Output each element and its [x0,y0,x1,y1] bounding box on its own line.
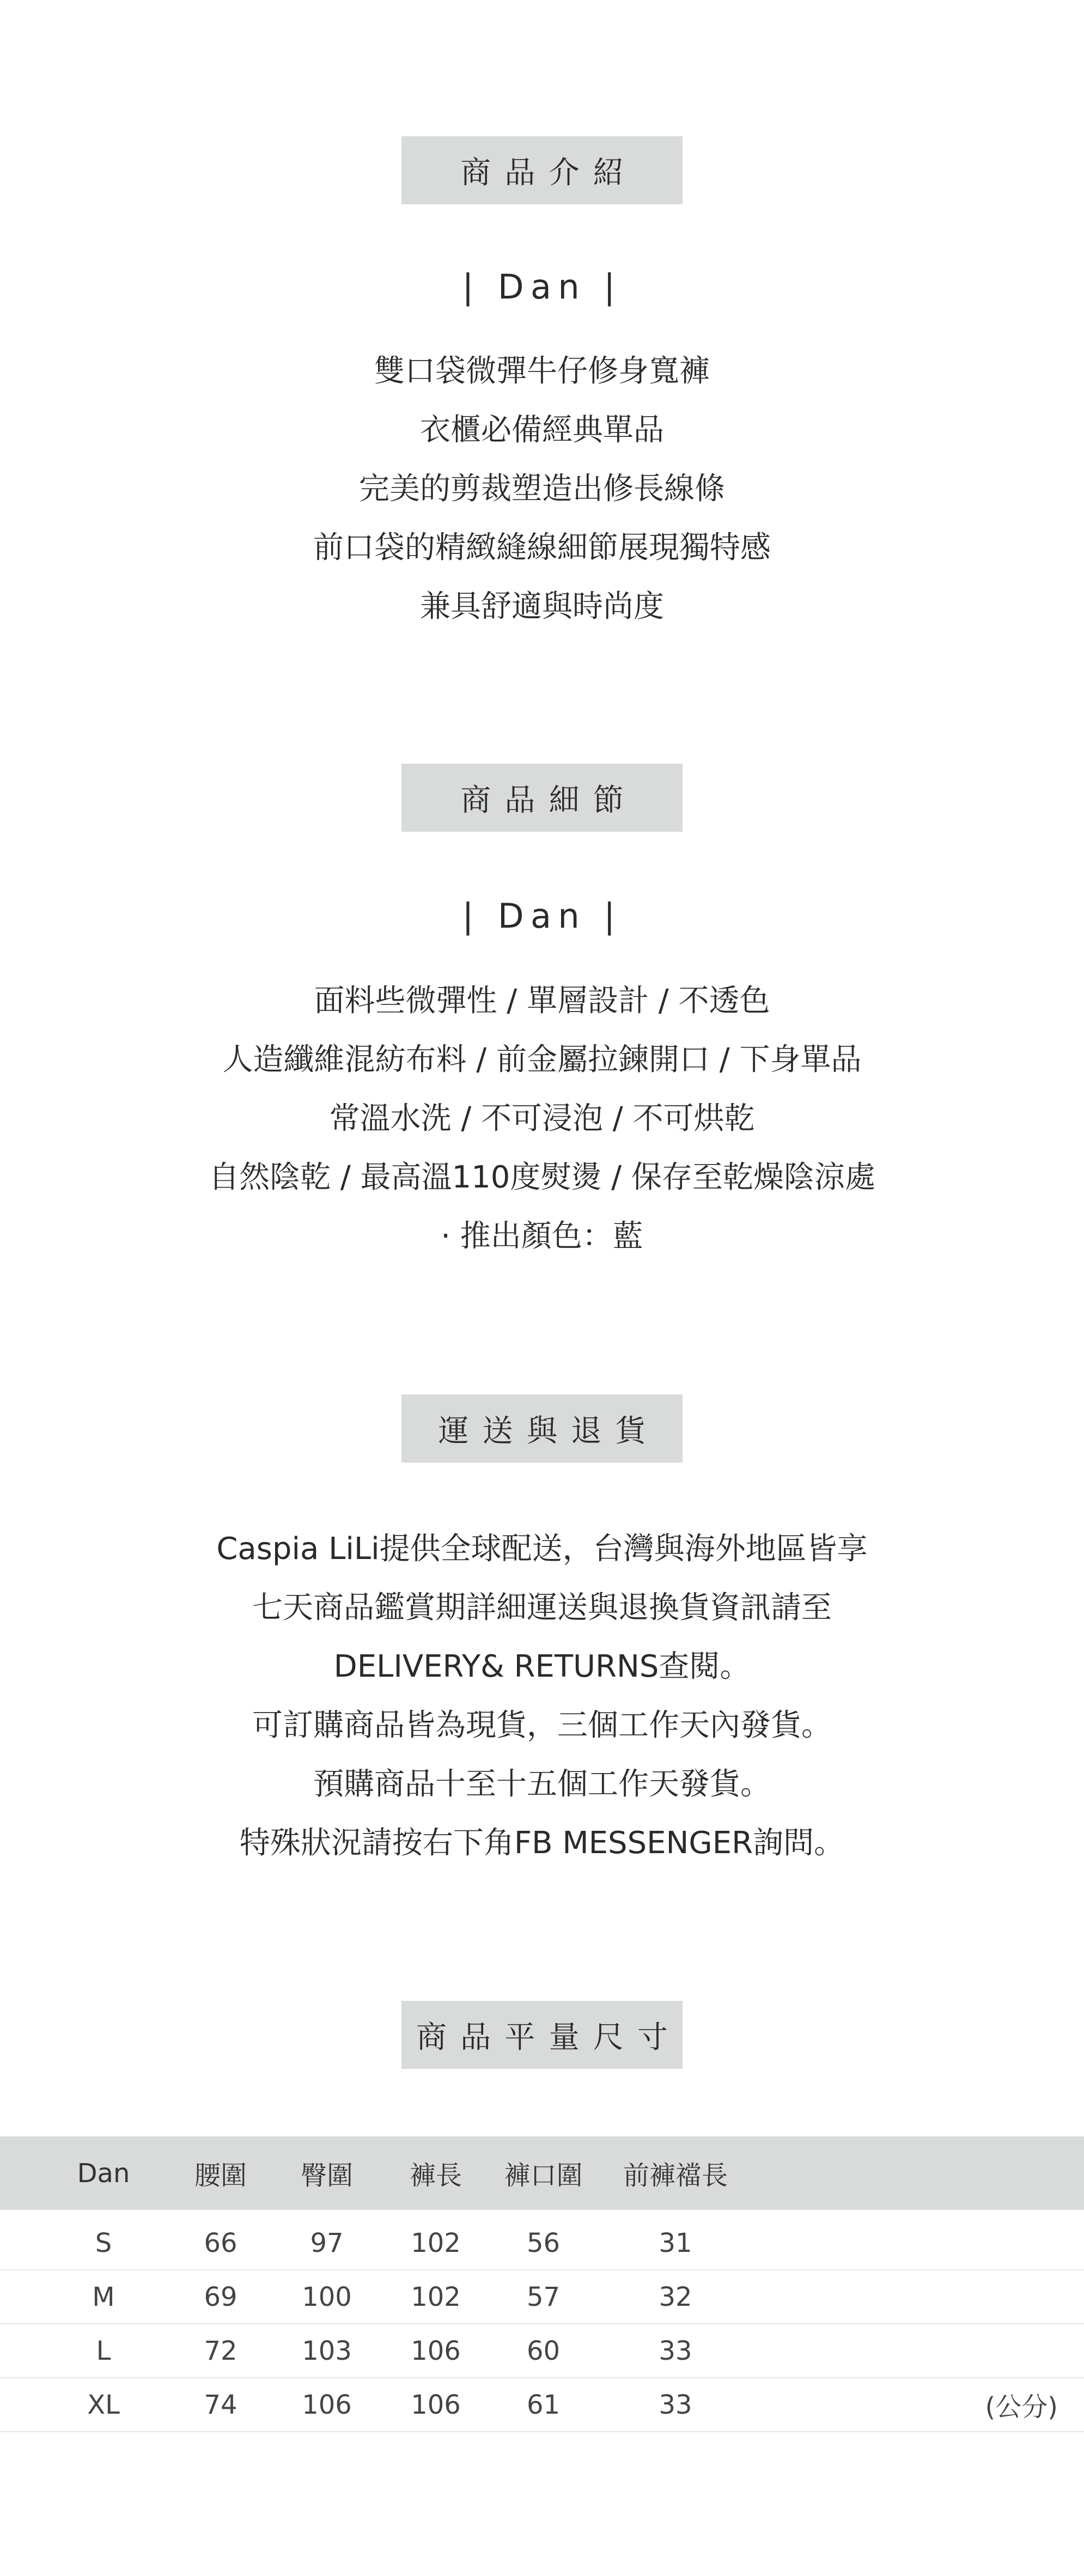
column-header-size: Dan [77,2158,130,2189]
table-cell: 56 [526,2227,561,2258]
shipping-line: 特殊狀況請按右下角FB MESSENGER詢問。 [239,1825,845,1861]
table-cell: 102 [411,2281,461,2312]
column-header-length: 褲長 [409,2160,462,2191]
size-table-header [0,2136,1084,2210]
details-brand-line: | Dan | [462,896,622,936]
shipping-line: 預購商品十至十五個工作天發貨。 [313,1767,771,1802]
table-cell: 102 [411,2227,461,2258]
table-cell: 60 [526,2335,561,2366]
table-cell: S [95,2227,112,2258]
table-cell: 32 [659,2281,692,2312]
table-cell: 106 [411,2389,461,2420]
details-section-header: 商品細節 [401,764,683,832]
column-header-front-rise: 前褲襠長 [623,2160,728,2191]
table-cell: 33 [659,2389,692,2420]
table-cell: M [92,2281,115,2312]
table-cell: 66 [204,2227,237,2258]
shipping-section-header: 運送與退貨 [401,1394,683,1463]
details-line: 常溫水洗 / 不可浸泡 / 不可烘乾 [329,1101,755,1136]
column-header-hem: 褲口圍 [504,2160,583,2191]
details-description [0,972,1084,1266]
table-cell: 61 [526,2389,561,2420]
shipping-description [0,1520,1084,1873]
table-cell: 74 [204,2389,237,2420]
table-cell: 106 [411,2335,461,2366]
table-cell: 57 [526,2281,561,2312]
shipping-line: Caspia LiLi提供全球配送，台灣與海外地區皆享 [216,1531,868,1567]
details-line: 面料些微彈性 / 單層設計 / 不透色 [314,983,770,1019]
intro-line: 雙口袋微彈牛仔修身寬褲 [374,354,710,389]
details-line: 自然陰乾 / 最高溫110度熨燙 / 保存至乾燥陰涼處 [209,1160,875,1195]
column-header-waist: 腰圍 [194,2160,247,2191]
table-row [0,2324,1084,2378]
details-line: 人造纖維混紡布料 / 前金屬拉鍊開口 / 下身單品 [222,1042,862,1077]
table-cell: 106 [302,2389,352,2420]
table-cell: 103 [302,2335,352,2366]
size-table [0,2136,1084,2432]
table-cell: 72 [204,2335,237,2366]
intro-line: 完美的剪裁塑造出修長線條 [359,471,725,507]
table-row [0,2216,1084,2270]
table-cell: 97 [310,2227,344,2258]
table-row [0,2378,1084,2432]
sizes-section-header: 商品平量尺寸 [401,2001,683,2069]
table-row [0,2270,1084,2324]
intro-line: 兼具舒適與時尚度 [420,589,664,624]
shipping-line: 七天商品鑑賞期詳細運送與退換貨資訊請至 [252,1590,832,1625]
table-cell: XL [87,2389,120,2420]
intro-line: 衣櫃必備經典單品 [420,412,664,448]
intro-brand-line: | Dan | [462,267,622,307]
intro-section-header: 商品介紹 [401,136,683,204]
table-cell: 100 [302,2281,352,2312]
intro-description [0,342,1084,636]
intro-line: 前口袋的精緻縫線細節展現獨特感 [313,530,771,565]
shipping-line: DELIVERY& RETURNS查閱。 [333,1649,751,1684]
table-cell: L [96,2335,111,2366]
table-cell: 31 [659,2227,692,2258]
table-cell: 33 [659,2335,692,2366]
column-header-hip: 臀圍 [300,2160,353,2191]
table-cell: 69 [204,2281,237,2312]
unit-label: (公分) [985,2392,1058,2422]
shipping-line: 可訂購商品皆為現貨，三個工作天內發貨。 [252,1708,832,1743]
details-line: · 推出顏色：藍 [441,1219,643,1254]
